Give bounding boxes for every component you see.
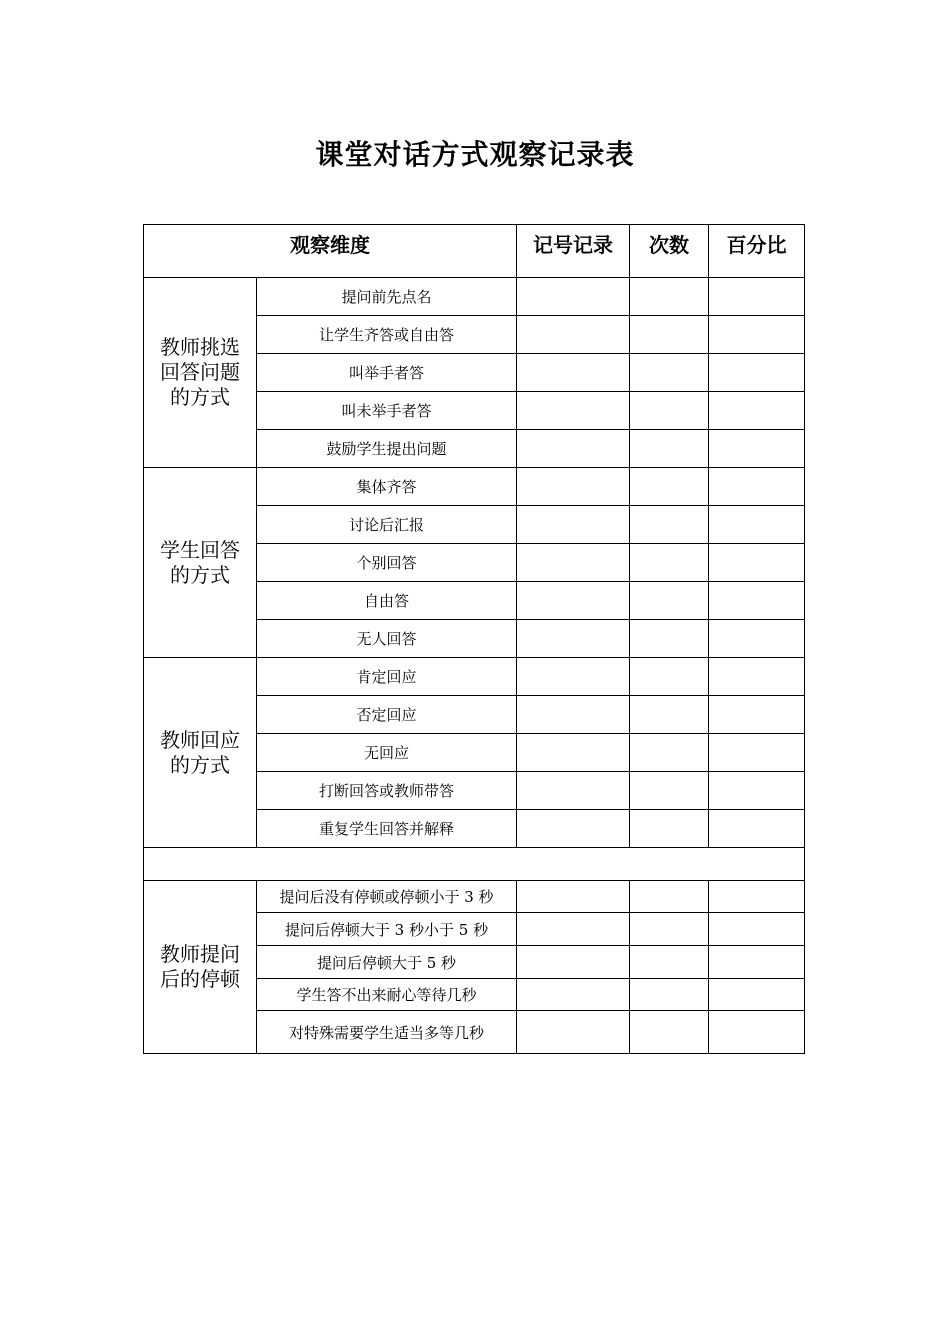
- record-cell: [517, 1011, 630, 1054]
- item-label: 个别回答: [257, 544, 517, 582]
- count-cell: [630, 946, 709, 979]
- record-cell: [517, 582, 630, 620]
- group-label: [144, 278, 257, 468]
- record-cell: [517, 696, 630, 734]
- item-label: 叫举手者答: [257, 354, 517, 392]
- item-label: 肯定回应: [257, 658, 517, 696]
- count-cell: [630, 430, 709, 468]
- record-cell: [517, 946, 630, 979]
- record-cell: [517, 881, 630, 913]
- item-label: 提问前先点名: [257, 278, 517, 316]
- group-label-text: 教师挑选回答问题的方式: [160, 335, 240, 409]
- count-cell: [630, 734, 709, 772]
- percent-cell: [709, 354, 805, 392]
- item-label: 提问后没有停顿或停顿小于 3 秒: [257, 881, 517, 913]
- table-row: [144, 278, 805, 316]
- header-count: 次数: [630, 225, 709, 278]
- record-cell: [517, 468, 630, 506]
- count-cell: [630, 316, 709, 354]
- record-cell: [517, 544, 630, 582]
- group-label-text: 教师提问后的停顿: [160, 942, 240, 991]
- spacer-row: [144, 848, 805, 881]
- count-cell: [630, 772, 709, 810]
- percent-cell: [709, 913, 805, 946]
- table-row: [144, 658, 805, 696]
- observation-table: [143, 224, 805, 1054]
- item-label: 提问后停顿大于 3 秒小于 5 秒: [257, 913, 517, 946]
- spacer-cell: [144, 848, 805, 881]
- percent-cell: [709, 696, 805, 734]
- record-cell: [517, 620, 630, 658]
- count-cell: [630, 392, 709, 430]
- record-cell: [517, 506, 630, 544]
- count-cell: [630, 354, 709, 392]
- record-cell: [517, 658, 630, 696]
- count-cell: [630, 544, 709, 582]
- percent-cell: [709, 544, 805, 582]
- item-label: 讨论后汇报: [257, 506, 517, 544]
- record-cell: [517, 354, 630, 392]
- item-label: 否定回应: [257, 696, 517, 734]
- record-cell: [517, 810, 630, 848]
- item-label: 对特殊需要学生适当多等几秒: [257, 1011, 517, 1054]
- percent-cell: [709, 810, 805, 848]
- count-cell: [630, 810, 709, 848]
- count-cell: [630, 979, 709, 1011]
- percent-cell: [709, 620, 805, 658]
- percent-cell: [709, 772, 805, 810]
- item-label: 打断回答或教师带答: [257, 772, 517, 810]
- record-cell: [517, 772, 630, 810]
- record-cell: [517, 979, 630, 1011]
- percent-cell: [709, 979, 805, 1011]
- item-label: 无回应: [257, 734, 517, 772]
- count-cell: [630, 506, 709, 544]
- record-cell: [517, 392, 630, 430]
- record-cell: [517, 430, 630, 468]
- percent-cell: [709, 430, 805, 468]
- count-cell: [630, 582, 709, 620]
- item-label: 重复学生回答并解释: [257, 810, 517, 848]
- percent-cell: [709, 582, 805, 620]
- count-cell: [630, 468, 709, 506]
- item-label: 无人回答: [257, 620, 517, 658]
- item-label: 鼓励学生提出问题: [257, 430, 517, 468]
- count-cell: [630, 696, 709, 734]
- percent-cell: [709, 278, 805, 316]
- page-title: 课堂对话方式观察记录表: [315, 138, 635, 171]
- item-label: 提问后停顿大于 5 秒: [257, 946, 517, 979]
- count-cell: [630, 913, 709, 946]
- header-record: 记号记录: [517, 225, 630, 278]
- record-cell: [517, 913, 630, 946]
- group-label: [144, 658, 257, 848]
- group-label: [144, 468, 257, 658]
- record-cell: [517, 278, 630, 316]
- table-row: [144, 881, 805, 913]
- group-label: [144, 881, 257, 1054]
- percent-cell: [709, 881, 805, 913]
- count-cell: [630, 1011, 709, 1054]
- table-row: [144, 468, 805, 506]
- header-percent: 百分比: [709, 225, 805, 278]
- percent-cell: [709, 316, 805, 354]
- item-label: 叫未举手者答: [257, 392, 517, 430]
- item-label: 让学生齐答或自由答: [257, 316, 517, 354]
- count-cell: [630, 658, 709, 696]
- count-cell: [630, 881, 709, 913]
- count-cell: [630, 278, 709, 316]
- group-label-text: 教师回应的方式: [160, 727, 240, 777]
- percent-cell: [709, 946, 805, 979]
- count-cell: [630, 620, 709, 658]
- percent-cell: [709, 734, 805, 772]
- record-cell: [517, 734, 630, 772]
- item-label: 学生答不出来耐心等待几秒: [257, 979, 517, 1011]
- percent-cell: [709, 468, 805, 506]
- percent-cell: [709, 392, 805, 430]
- group-label-text: 学生回答的方式: [160, 537, 240, 587]
- percent-cell: [709, 506, 805, 544]
- percent-cell: [709, 658, 805, 696]
- item-label: 集体齐答: [257, 468, 517, 506]
- header-row: [144, 225, 805, 278]
- percent-cell: [709, 1011, 805, 1054]
- item-label: 自由答: [257, 582, 517, 620]
- header-dimension: 观察维度: [144, 225, 517, 278]
- record-cell: [517, 316, 630, 354]
